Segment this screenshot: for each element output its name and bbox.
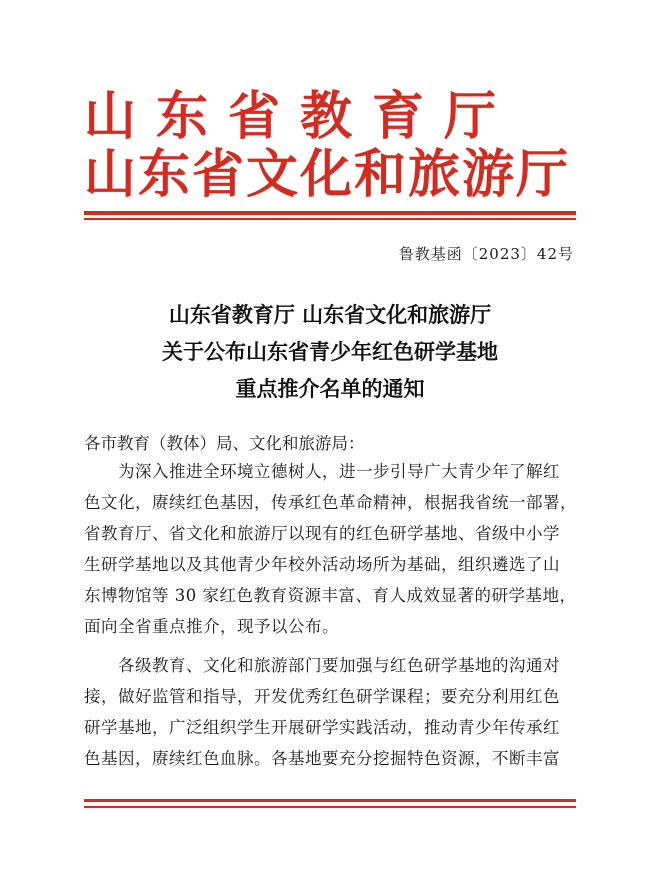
paragraph-line: 面向全省重点推介，现予以公布。: [84, 617, 339, 636]
paragraph-line: 省教育厅、省文化和旅游厅以现有的红色研学基地、省级中小学: [84, 524, 560, 543]
paragraph-line: 为深入推进全环境立德树人，进一步引导广大青少年了解红: [118, 462, 560, 481]
header-divider-thick: [84, 211, 576, 215]
paragraph-line: 接，做好监管和指导，开发优秀红色研学课程；要充分利用红色: [84, 687, 560, 706]
paragraph-line: 色基因，赓续红色血脉。各基地要充分挖掘特色资源，不断丰富: [84, 749, 560, 768]
paragraph-line: 生研学基地以及其他青少年校外活动场所为基础，组织遴选了山: [84, 555, 560, 574]
paragraph-line: 各级教育、文化和旅游部门要加强与红色研学基地的沟通对: [118, 656, 560, 675]
body-paragraph: [84, 650, 584, 774]
agency-name-education: 山东省教育厅: [84, 86, 517, 147]
paragraph-line: 色文化，赓续红色基因，传承红色革命精神，根据我省统一部署，: [84, 493, 577, 512]
paragraph-line: 东博物馆等 30 家红色教育资源丰富、育人成效显著的研学基地，: [84, 586, 577, 605]
footer-divider-thick: [84, 799, 576, 802]
footer-divider-thin: [84, 806, 576, 808]
header-divider-thin: [84, 218, 576, 220]
title-line: 山东省教育厅 山东省文化和旅游厅: [168, 302, 492, 327]
document-number: 鲁教基函〔2023〕42号: [398, 245, 574, 263]
salutation: 各市教育（教体）局、文化和旅游局：: [84, 434, 365, 453]
title-line: 关于公布山东省青少年红色研学基地: [162, 339, 498, 364]
body-paragraph: [84, 456, 584, 642]
agency-name-culture-tourism: 山东省文化和旅游厅: [84, 144, 571, 205]
document-title: [84, 296, 576, 407]
paragraph-line: 研学基地，广泛组织学生开展研学实践活动，推动青少年传承红: [84, 718, 560, 737]
title-line: 重点推介名单的通知: [235, 376, 425, 401]
